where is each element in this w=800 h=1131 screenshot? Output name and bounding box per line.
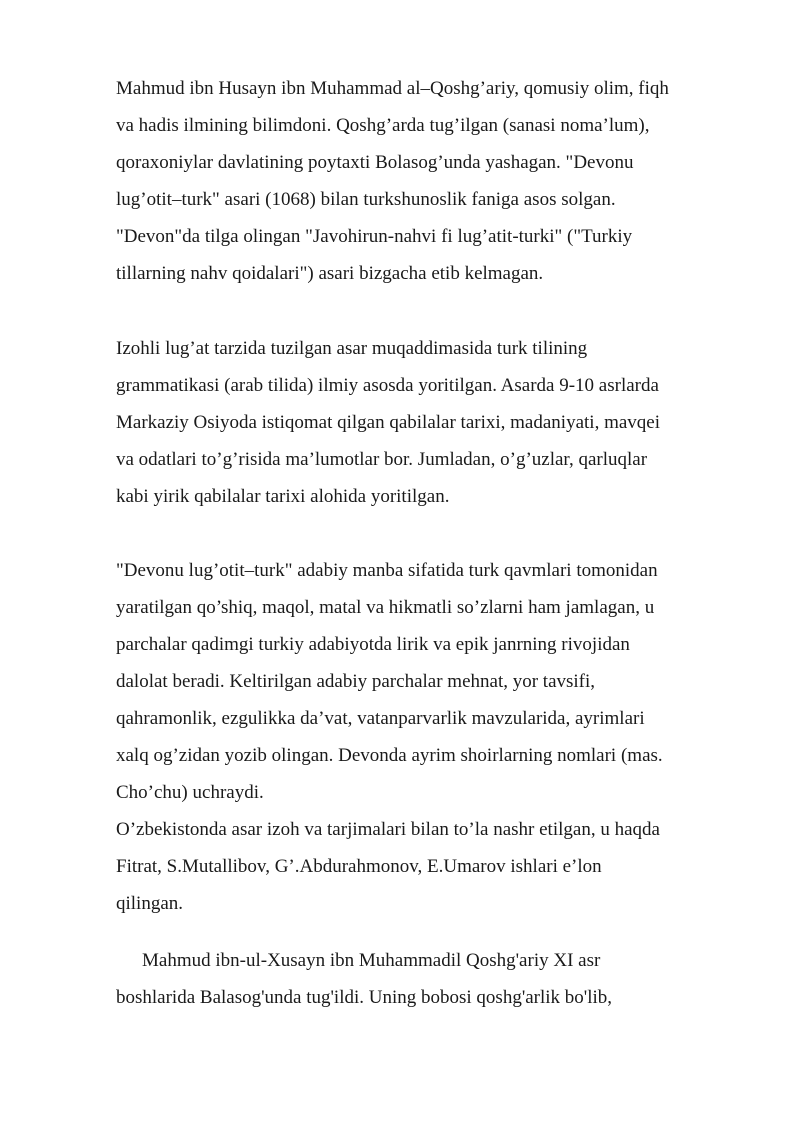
text-line: lug’otit–turk" asari (1068) bilan turkshunoslik faniga asos solgan. <box>116 189 616 210</box>
text-line: O’zbekistonda asar izoh va tarjimalari bilan to’la nashr etilgan, u haqda <box>116 819 660 840</box>
text-line: qilingan. <box>116 893 184 914</box>
text-line: Mahmud ibn Husayn ibn Muhammad al–Qoshg’ariy, qomusiy olim, fiqh <box>116 78 669 99</box>
text-line: Cho’chu) uchraydi. <box>116 782 264 803</box>
text-line: Mahmud ibn-ul-Xusayn ibn Muhammadil Qoshg'ariy XI asr <box>142 950 601 971</box>
text-line: "Devonu lug’otit–turk" adabiy manba sifatida turk qavmlari tomonidan <box>116 560 658 581</box>
text-line: dalolat beradi. Keltirilgan adabiy parchalar mehnat, yor tavsifi, <box>116 671 596 692</box>
text-line: parchalar qadimgi turkiy adabiyotda lirik va epik janrning rivojidan <box>116 634 630 655</box>
text-line: qoraxoniylar davlatining poytaxti Bolasog’unda yashagan. "Devonu <box>116 152 634 173</box>
text-line: boshlarida Balasog'unda tug'ildi. Uning bobosi qoshg'arlik bo'lib, <box>116 987 613 1008</box>
paragraph-3 <box>116 552 746 922</box>
text-line: Fitrat, S.Mutallibov, G’.Abdurahmonov, E.Umarov ishlari e’lon <box>116 856 602 877</box>
text-line: kabi yirik qabilalar tarixi alohida yoritilgan. <box>116 486 450 507</box>
text-line: Markaziy Osiyoda istiqomat qilgan qabilalar tarixi, madaniyati, mavqei <box>116 412 660 433</box>
text-line: Izohli lug’at tarzida tuzilgan asar muqaddimasida turk tilining <box>116 338 588 359</box>
text-line: yaratilgan qo’shiq, maqol, matal va hikmatli so’zlarni ham jamlagan, u <box>116 597 655 618</box>
text-line: va odatlari to’g’risida ma’lumotlar bor. Jumladan, o’g’uzlar, qarluqlar <box>116 449 648 470</box>
paragraph-1 <box>116 70 746 292</box>
paragraph-4 <box>116 942 746 1016</box>
text-line: tillarning nahv qoidalari") asari bizgacha etib kelmagan. <box>116 263 544 284</box>
paragraph-2 <box>116 330 746 515</box>
text-line: va hadis ilmining bilimdoni. Qoshg’arda tug’ilgan (sanasi noma’lum), <box>116 115 650 136</box>
text-line: grammatikasi (arab tilida) ilmiy asosda yoritilgan. Asarda 9-10 asrlarda <box>116 375 659 396</box>
text-line: qahramonlik, ezgulikka da’vat, vatanparvarlik mavzularida, ayrimlari <box>116 708 645 729</box>
text-line: xalq og’zidan yozib olingan. Devonda ayrim shoirlarning nomlari (mas. <box>116 745 663 766</box>
text-line: "Devon"da tilga olingan "Javohirun-nahvi fi lug’atit-turki" ("Turkiy <box>116 226 633 247</box>
